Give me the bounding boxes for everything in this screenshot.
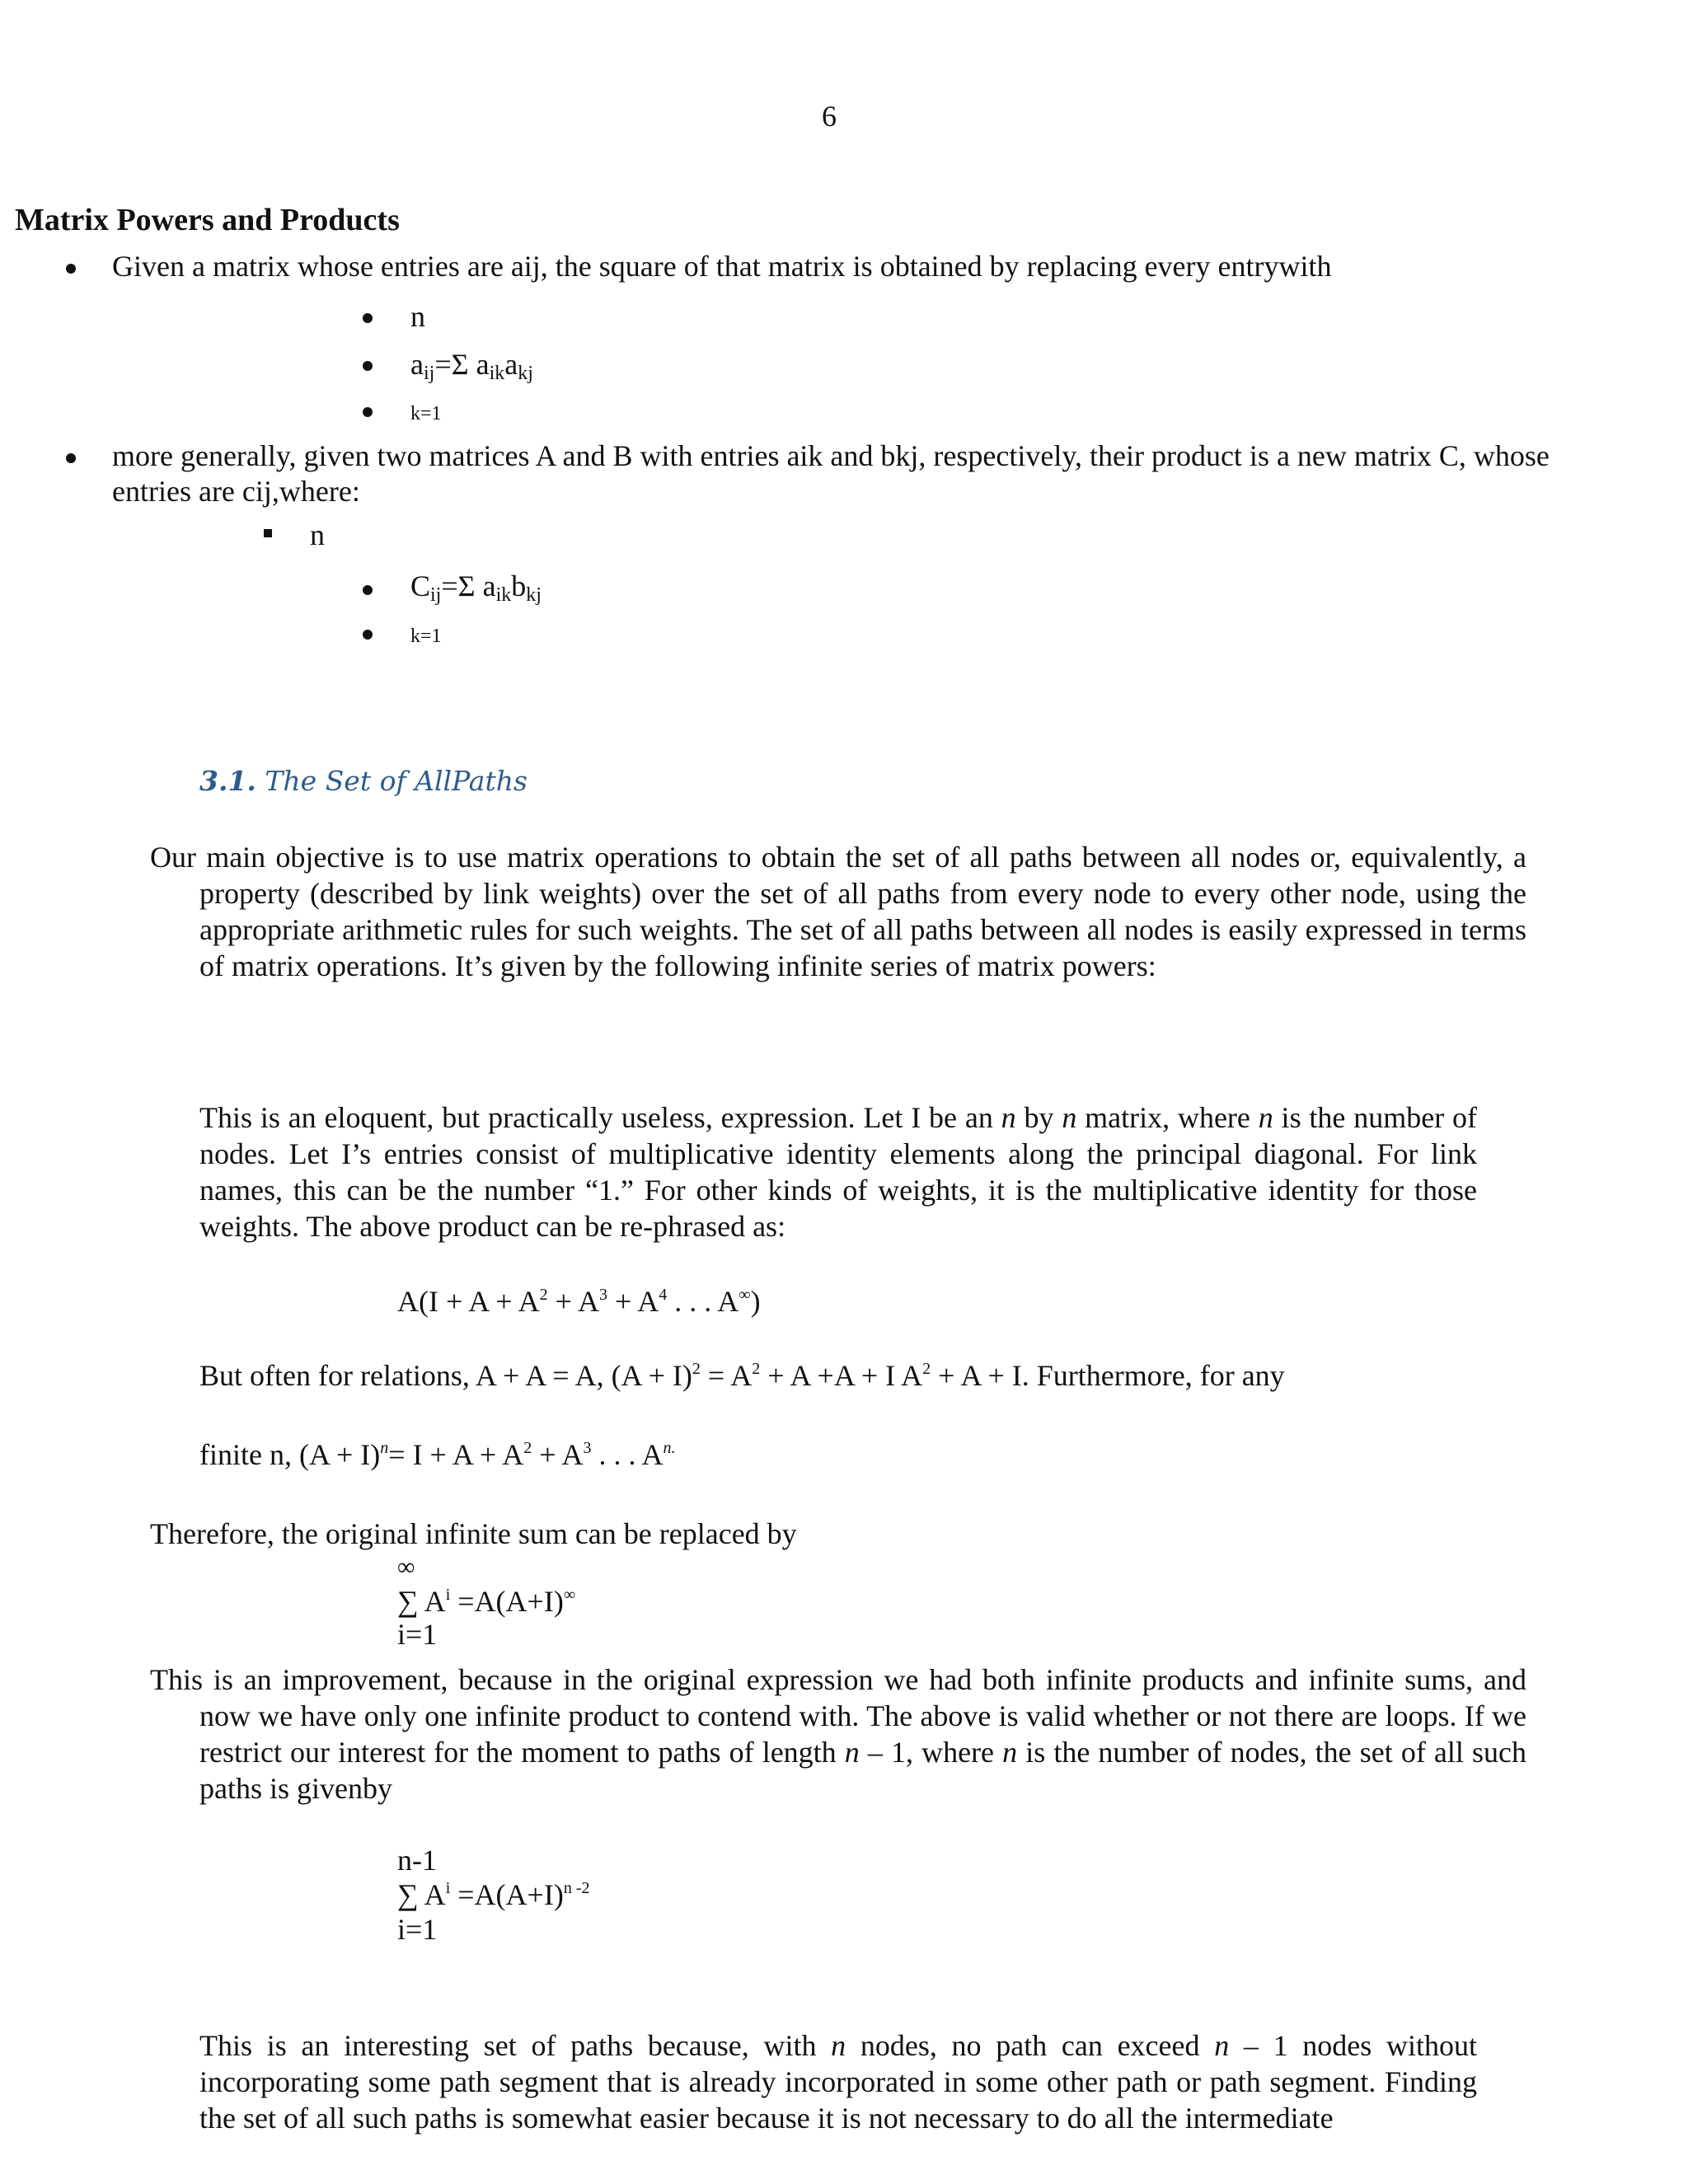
text-sup: 2 (692, 1360, 701, 1378)
page-title: Matrix Powers and Products (15, 203, 400, 237)
text-run: by (1015, 1101, 1062, 1134)
text-run: + A +A + I A (760, 1359, 923, 1392)
text-italic: n (831, 2029, 846, 2062)
eq-sup: 4 (659, 1286, 668, 1304)
paragraph-interesting-set (199, 2027, 1477, 2136)
formula-subscript: ik (495, 584, 512, 606)
formula-subscript: ij (430, 584, 442, 606)
text-sup: 2 (922, 1360, 931, 1378)
formula-upper-n: n (410, 300, 425, 333)
equation-infinite-sum (397, 1584, 575, 1620)
eq-run: =A(A+I) (450, 1878, 564, 1911)
paragraph-therefore: Therefore, the original infinite sum can be replaced by (150, 1517, 797, 1550)
text-run: matrix, where (1076, 1101, 1259, 1134)
bullet-dot (363, 407, 373, 417)
eq-run: ) (750, 1285, 761, 1318)
formula-subscript: kj (526, 584, 542, 606)
text-run: is the number of nodes, the set of all such paths is givenby (199, 1736, 1526, 1805)
eq-run: =A(A+I) (450, 1585, 564, 1618)
eq-sup: 2 (539, 1286, 548, 1304)
formula-subscript: kj (518, 363, 533, 384)
text-run: – 1 nodes without incorporating some path segment that is already incorporated in some other path or path segment. Finding the set of all such paths is somewhat easier because it is not necessary to do all the intermediate (199, 2029, 1477, 2135)
eq-sup: i (445, 1879, 451, 1897)
text-italic: n (1062, 1101, 1077, 1134)
formula-cij (410, 569, 542, 605)
eq-run: A(I + A + A (397, 1285, 540, 1318)
formula-aij (410, 347, 533, 383)
section-number: 3.1. (199, 765, 256, 797)
text-run: finite n, (A + I) (199, 1438, 381, 1471)
eq-sup: n -2 (563, 1879, 590, 1897)
text-italic: n (1258, 1101, 1273, 1134)
text-run: is the number of nodes. Let I’s entries consist of multiplicative identity elements along the principal diagonal. For link names, this can be the number “1.” For other kinds of weights, it is the multiplicative identity for those weights. The above product can be re-phrased as: (199, 1101, 1477, 1243)
text-sup: n. (663, 1439, 676, 1457)
eq-sup: i (445, 1586, 451, 1604)
text-run: This is an eloquent, but practically useless, expression. Let I be an (199, 1101, 1001, 1134)
formula-upper-n: n (310, 518, 325, 551)
equation-finite-sum (397, 1877, 590, 1914)
formula-symbol: a (410, 348, 424, 381)
text-run: = I + A + A (388, 1438, 524, 1471)
paragraph-improvement (150, 1661, 1526, 1807)
text-sup: 2 (523, 1439, 532, 1457)
text-run: + A + I. Furthermore, for any (931, 1359, 1285, 1392)
bullet-text-2-line2: entries are cij,where: (112, 475, 360, 508)
eq-run: ∑ A (397, 1878, 446, 1911)
text-run: = A (700, 1359, 753, 1392)
text-run: – 1, where (859, 1736, 1003, 1769)
square-bullet (264, 529, 272, 537)
formula-symbol: C (410, 569, 431, 602)
text-italic: n (1002, 1736, 1018, 1769)
bullet-dot (66, 264, 76, 274)
text-run: This is an interesting set of paths because, with (199, 2029, 832, 2062)
formula-symbol: a (504, 348, 518, 381)
text-sup: 3 (583, 1439, 592, 1457)
formula-subscript: ik (489, 363, 505, 384)
equation-product (397, 1284, 761, 1320)
formula-lower-index: k=1 (410, 626, 442, 647)
section-title: The Set of AllPaths (265, 765, 528, 797)
bullet-text-1: Given a matrix whose entries are aij, the square of that matrix is obtained by replacing every entrywith (112, 250, 1332, 283)
sum-upper-limit: ∞ (397, 1554, 415, 1581)
formula-subscript: ij (423, 363, 435, 384)
text-run: This is an improvement, because in the original expression we had both infinite products and infinite sums, and now we have only one infinite product to contend with. The above is valid whether or not there are loops. If we restrict our interest for the moment to paths of length (150, 1663, 1526, 1769)
bullet-dot (66, 453, 76, 463)
text-run: But often for relations, A + A = A, (A + I) (199, 1359, 692, 1392)
eq-run: + A (607, 1285, 659, 1318)
text-run: + A (532, 1438, 584, 1471)
sum-upper-limit: n-1 (397, 1844, 437, 1877)
bullet-dot (363, 313, 373, 323)
formula-symbol: =Σ a (434, 348, 490, 381)
text-sup: 2 (752, 1360, 761, 1378)
text-run: . . . A (591, 1438, 663, 1471)
text-italic: n (1001, 1101, 1016, 1134)
text-sup: n (380, 1439, 389, 1457)
paragraph-identity-matrix (199, 1099, 1477, 1244)
text-italic: n (844, 1736, 860, 1769)
section-heading (199, 765, 528, 798)
text-run: nodes, no path can exceed (846, 2029, 1215, 2062)
eq-run: ∑ A (397, 1585, 446, 1618)
sum-lower-limit: i=1 (397, 1913, 438, 1946)
eq-run: . . . A (667, 1285, 739, 1318)
formula-symbol: =Σ a (441, 569, 496, 602)
bullet-text-2-line1: more generally, given two matrices A and B with entries aik and bkj, respectively, their product is a new matrix C, whose (112, 439, 1550, 472)
eq-sup: 3 (598, 1286, 607, 1304)
bullet-dot (363, 585, 373, 595)
paragraph-objective: Our main objective is to use matrix operations to obtain the set of all paths between all nodes or, equivalently, a property (described by link weights) over the set of all paths from every node to every other node, using the appropriate arithmetic rules for such weights. The set of all paths between all nodes is easily expressed in terms of matrix operations. It’s given by the following infinite series of matrix powers: (150, 841, 1526, 982)
eq-sup: ∞ (738, 1286, 751, 1304)
eq-sup: ∞ (563, 1586, 576, 1604)
bullet-dot (363, 630, 373, 640)
bullet-dot (363, 361, 373, 371)
paragraph-finite-n (199, 1437, 676, 1474)
eq-run: + A (547, 1285, 599, 1318)
formula-lower-index: k=1 (410, 403, 442, 424)
paragraph-relations (199, 1358, 1285, 1394)
page-number: 6 (822, 100, 837, 133)
sum-lower-limit: i=1 (397, 1618, 438, 1651)
formula-symbol: b (511, 569, 527, 602)
text-italic: n (1214, 2029, 1230, 2062)
